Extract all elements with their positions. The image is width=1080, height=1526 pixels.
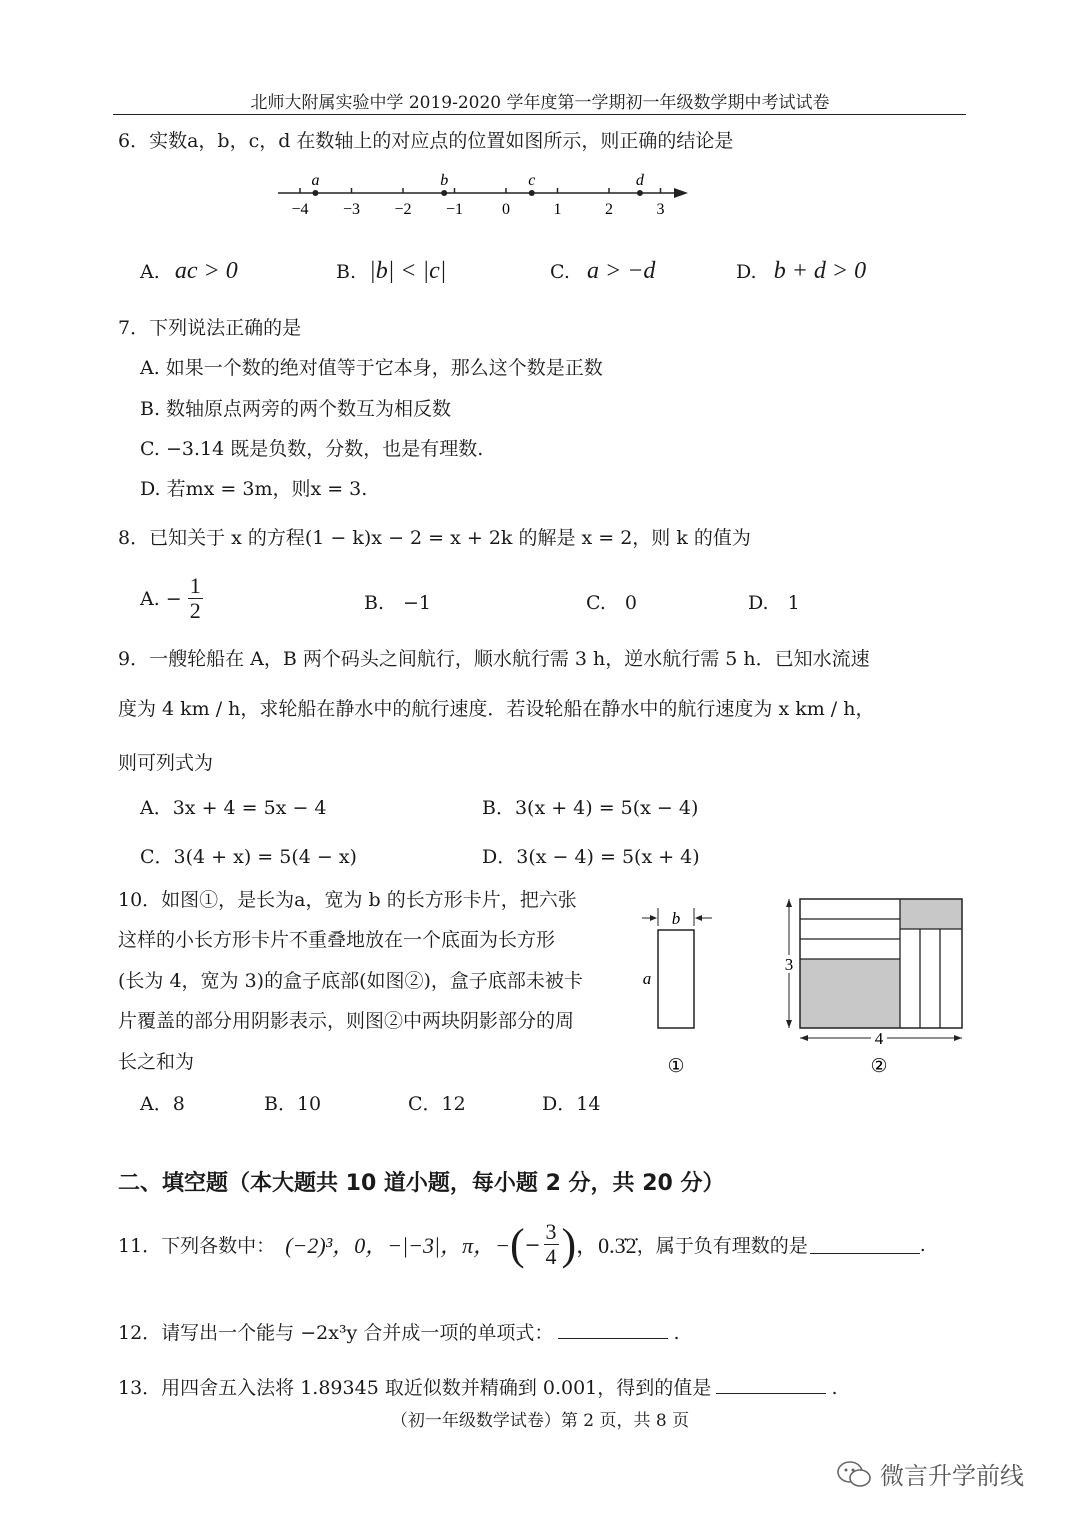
q9-stem-line1: 9．一艘轮船在 A，B 两个码头之间航行，顺水航行需 3 h，逆水航行需 5 h．已知水流速 [118,648,870,670]
q9-option-d[interactable]: D．3(x − 4) = 5(x + 4) [482,846,700,868]
tick-label: 0 [502,201,510,218]
point-label-a: a [311,172,320,189]
q6-option-c[interactable] [550,258,655,285]
fig2-caption: ② [870,1056,888,1077]
q11-prefix: 11．下列各数中： [118,1235,276,1257]
fraction-denominator: 2 [189,598,201,623]
q8-option-d[interactable]: D. 1 [748,592,800,614]
q12-prefix: 12．请写出一个能与 −2x³y 合并成一项的单项式： [118,1322,554,1344]
q10-figure-2 [775,892,970,1082]
shaded-region-top-right [900,899,962,929]
q10-stem-line5: 长之和为 [118,1051,195,1073]
q6-option-d[interactable] [736,258,866,285]
q11-fraction [544,1220,559,1269]
q6-option-b-letter: B. [336,261,357,283]
width-arrowhead-right [695,915,702,921]
page-footer: （初一年级数学试卷）第 2 页，共 8 页 [390,1411,690,1431]
card-rectangle [658,930,694,1028]
fig2-label-3: 3 [784,955,794,974]
watermark-text: 微言升学前线 [880,1462,1024,1490]
tick-label: 1 [553,201,562,218]
q11-inner-sign: − [524,1233,541,1256]
tick-label: −4 [291,201,309,218]
q9-stem-line3: 则可列式为 [118,752,214,774]
tick-label: −1 [445,201,464,218]
q11-end: . [919,1233,926,1256]
point-d [637,190,643,196]
section-2-heading: 二、填空题（本大题共 10 道小题，每小题 2 分，共 20 分） [118,1171,725,1196]
fig2-label-4: 4 [874,1029,884,1048]
shaded-region-bottom-left [800,959,900,1028]
point-c [529,190,535,196]
width-arrowhead-right [954,1035,962,1041]
q7-stem: 7．下列说法正确的是 [118,317,302,339]
q6-number-line [270,168,700,220]
point-label-b: b [440,172,449,189]
q11 [118,1220,926,1269]
header-rule [113,114,966,115]
q6-option-d-letter: D. [736,261,757,283]
page-header: 北师大附属实验中学 2019-2020 学年度第一学期初一年级数学期中考试试卷 [250,93,830,113]
q10-stem-line4: 片覆盖的部分用阴影表示，则图②中两块阴影部分的周 [118,1010,575,1032]
q8-option-c[interactable]: C. 0 [586,592,637,614]
q10-stem-line3: (长为 4，宽为 3)的盒子底部(如图②)，盒子底部未被卡 [118,970,583,992]
tick-label: −3 [342,201,361,218]
q11-answer-blank[interactable] [810,1235,920,1254]
q10-stem-line2: 这样的小长方形卡片不重叠地放在一个底面为长方形 [118,929,556,951]
q8-option-a-sign: − [165,587,182,610]
q13-prefix: 13．用四舍五入法将 1.89345 取近似数并精确到 0.001，得到的值是 [118,1377,712,1399]
watermark [836,1456,1024,1491]
fraction-numerator: 3 [545,1219,557,1244]
q6-option-a-expr: ac > 0 [174,258,238,284]
fraction-denominator: 4 [545,1244,557,1269]
q11-numbers: (−2)³，0，−|−3|，π，− [285,1233,510,1258]
number-line-arrow [674,188,688,198]
q13 [118,1373,838,1400]
q8-option-b[interactable]: B. −1 [364,592,432,614]
q7-option-c[interactable]: C. −3.14 既是负数，分数，也是有理数. [140,438,484,460]
point-b [441,190,447,196]
q12 [118,1318,680,1345]
q13-end: . [831,1377,838,1399]
q13-answer-blank[interactable] [716,1375,826,1394]
q9-stem-line2: 度为 4 km / h，求轮船在静水中的航行速度．若设轮船在静水中的航行速度为 x km / h， [118,698,875,720]
q10-stem-line1: 10．如图①，是长为a，宽为 b 的长方形卡片，把六张 [118,889,577,911]
q6-option-c-letter: C. [550,261,570,283]
q7-option-a[interactable]: A. 如果一个数的绝对值等于它本身，那么这个数是正数 [140,357,603,379]
q6-stem: 6．实数a，b，c，d 在数轴上的对应点的位置如图所示，则正确的结论是 [118,130,734,152]
wechat-icon [836,1459,872,1489]
left-paren: ( [509,1219,525,1269]
q6-option-a-letter: A. [140,261,160,283]
q11-suffix: ，属于负有理数的是 [636,1235,808,1257]
q6-option-b-expr: |b| < |c| [369,258,447,284]
q10-option-a[interactable]: A．8 [140,1093,185,1115]
q12-end: . [673,1322,680,1344]
q8-option-a-fraction [188,574,203,623]
q12-answer-blank[interactable] [558,1320,668,1339]
fig1-caption: ① [667,1056,685,1077]
q9-option-b[interactable]: B．3(x + 4) = 5(x − 4) [482,797,699,819]
q6-option-d-expr: b + d > 0 [773,258,867,284]
q8-option-a[interactable] [140,574,203,623]
height-arrowhead-bottom [786,1020,792,1028]
q8-stem: 8．已知关于 x 的方程(1 − k)x − 2 = x + 2k 的解是 x = 2，则 k 的值为 [118,527,751,549]
q6-option-a[interactable] [140,258,238,285]
q8-option-a-letter: A. [140,587,160,610]
q10-figure-1 [640,900,720,1080]
height-arrowhead-top [786,899,792,907]
point-a [312,190,318,196]
fig1-label-b: b [671,909,681,928]
fig1-label-a: a [642,969,652,988]
q6-option-c-expr: a > −d [587,258,656,284]
tick-label: 3 [656,201,665,218]
width-arrowhead-left [800,1035,808,1041]
width-arrowhead-left [650,915,657,921]
point-label-d: d [635,172,644,189]
q9-option-c[interactable]: C．3(4 + x) = 5(4 − x) [140,846,357,868]
q9-option-a[interactable]: A．3x + 4 = 5x − 4 [140,797,327,819]
q10-option-c[interactable]: C．12 [408,1093,466,1115]
q7-option-b[interactable]: B. 数轴原点两旁的两个数互为相反数 [140,398,452,420]
q10-option-d[interactable]: D．14 [542,1093,601,1115]
point-label-c: c [528,172,536,189]
q7-option-d[interactable]: D. 若mx = 3m，则x = 3. [140,478,368,500]
q6-option-b[interactable] [336,258,446,285]
tick-label: 2 [605,201,613,218]
q10-option-b[interactable]: B．10 [264,1093,322,1115]
tick-label: −2 [394,201,412,218]
q11-repeating-decimal: ，0.3̇2̇ [576,1233,637,1258]
fraction-numerator: 1 [189,573,201,598]
right-paren: ) [561,1219,577,1269]
